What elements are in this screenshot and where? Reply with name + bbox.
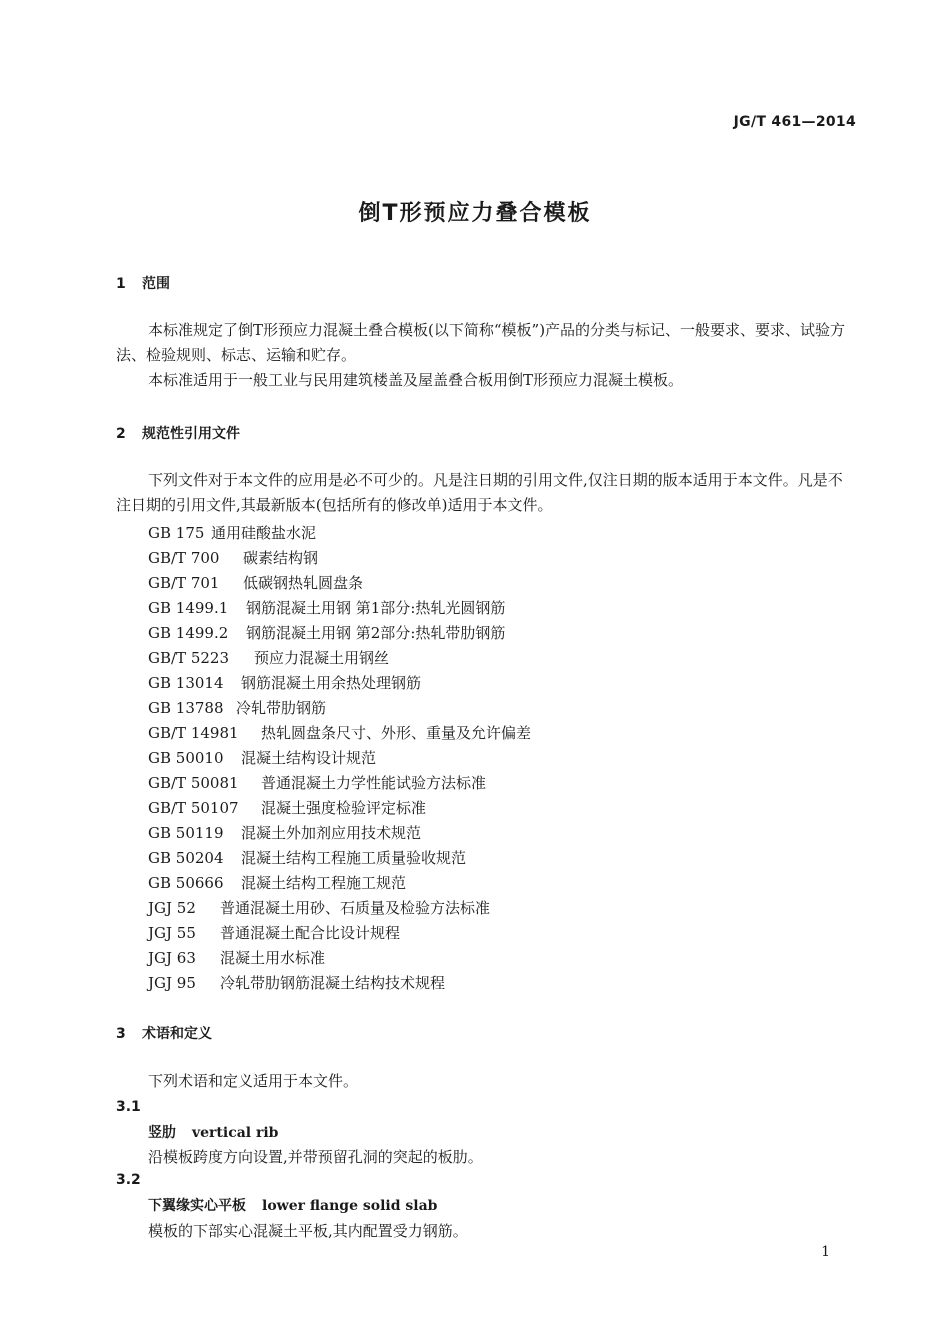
term-definition: 模板的下部实心混凝土平板,其内配置受力钢筋。 <box>148 1222 468 1240</box>
reference-title: 冷轧带肋钢筋混凝土结构技术规程 <box>220 974 446 992</box>
reference-item <box>148 547 318 568</box>
reference-code: GB/T 50081 <box>148 774 239 792</box>
reference-item <box>148 747 376 768</box>
reference-title: 混凝土用水标准 <box>220 949 326 967</box>
reference-item <box>148 947 325 968</box>
reference-title: 通用硅酸盐水泥 <box>211 524 317 542</box>
term-heading <box>148 1195 437 1215</box>
reference-code: GB 175 <box>148 524 205 542</box>
reference-item <box>148 722 531 743</box>
reference-code: GB/T 700 <box>148 549 220 567</box>
reference-code: GB/T 5223 <box>148 649 230 667</box>
reference-title: 钢筋混凝土用钢 第2部分:热轧带肋钢筋 <box>246 624 506 642</box>
section-number: 2 <box>116 426 126 442</box>
term-heading <box>148 1122 278 1142</box>
reference-item <box>148 597 505 618</box>
paragraph: 下列文件对于本文件的应用是必不可少的。凡是注日期的引用文件,仅注日期的版本适用于本文件。凡是不注日期的引用文件,其最新版本(包括所有的修改单)适用于本文件。 <box>116 471 843 514</box>
paragraph: 本标准适用于一般工业与民用建筑楼盖及屋盖叠合板用倒T形预应力混凝土模板。 <box>148 371 684 389</box>
reference-title: 混凝土强度检验评定标准 <box>261 799 427 817</box>
reference-title: 混凝土外加剂应用技术规范 <box>241 824 422 842</box>
reference-code: JGJ 63 <box>148 949 196 967</box>
reference-item <box>148 872 406 893</box>
reference-code: GB 50010 <box>148 749 224 767</box>
reference-title: 普通混凝土用砂、石质量及检验方法标准 <box>220 899 491 917</box>
reference-code: GB 1499.1 <box>148 599 229 617</box>
reference-code: GB/T 14981 <box>148 724 239 742</box>
reference-code: JGJ 52 <box>148 899 196 917</box>
section-title: 规范性引用文件 <box>142 426 240 442</box>
reference-item <box>148 822 421 843</box>
reference-item <box>148 772 486 793</box>
term-number: 3.2 <box>116 1172 141 1188</box>
page-number: 1 <box>821 1244 830 1260</box>
reference-code: GB 50119 <box>148 824 224 842</box>
section-title: 范围 <box>142 276 170 292</box>
reference-title: 钢筋混凝土用余热处理钢筋 <box>241 674 422 692</box>
reference-title: 碳素结构钢 <box>243 549 319 567</box>
reference-title: 混凝土结构工程施工质量验收规范 <box>241 849 467 867</box>
reference-title: 钢筋混凝土用钢 第1部分:热轧光圆钢筋 <box>246 599 506 617</box>
term-en: lower flange solid slab <box>262 1198 438 1214</box>
reference-item <box>148 922 400 943</box>
section-heading-2 <box>116 423 240 443</box>
reference-item <box>148 897 490 918</box>
reference-title: 普通混凝土力学性能试验方法标准 <box>261 774 487 792</box>
reference-code: GB/T 701 <box>148 574 220 592</box>
reference-title: 冷轧带肋钢筋 <box>236 699 327 717</box>
reference-title: 普通混凝土配合比设计规程 <box>220 924 401 942</box>
reference-item <box>148 622 505 643</box>
reference-item <box>148 672 421 693</box>
paragraph: 下列术语和定义适用于本文件。 <box>148 1072 359 1090</box>
reference-code: GB 50204 <box>148 849 224 867</box>
section-number: 3 <box>116 1026 126 1042</box>
term-zh: 下翼缘实心平板 <box>148 1198 246 1214</box>
term-en: vertical rib <box>192 1125 279 1141</box>
reference-code: GB 50666 <box>148 874 224 892</box>
reference-title: 低碳钢热轧圆盘条 <box>243 574 364 592</box>
section-title: 术语和定义 <box>142 1026 212 1042</box>
section-heading-3 <box>116 1023 212 1043</box>
reference-item <box>148 797 426 818</box>
reference-item <box>148 647 389 668</box>
reference-code: JGJ 55 <box>148 924 196 942</box>
term-definition: 沿模板跨度方向设置,并带预留孔洞的突起的板肋。 <box>148 1148 483 1166</box>
reference-code: GB 1499.2 <box>148 624 229 642</box>
reference-item <box>148 522 316 543</box>
reference-title: 热轧圆盘条尺寸、外形、重量及允许偏差 <box>261 724 532 742</box>
reference-code: GB/T 50107 <box>148 799 239 817</box>
reference-code: GB 13788 <box>148 699 224 717</box>
term-number: 3.1 <box>116 1099 141 1115</box>
reference-item <box>148 847 466 868</box>
reference-item <box>148 972 445 993</box>
reference-code: GB 13014 <box>148 674 224 692</box>
reference-code: JGJ 95 <box>148 974 196 992</box>
reference-item <box>148 697 326 718</box>
term-zh: 竖肋 <box>148 1125 176 1141</box>
standard-code: JG/T 461—2014 <box>733 114 856 130</box>
section-heading-1 <box>116 273 170 293</box>
reference-title: 混凝土结构工程施工规范 <box>241 874 407 892</box>
document-title: 倒T形预应力叠合模板 <box>358 201 592 226</box>
reference-title: 预应力混凝土用钢丝 <box>254 649 390 667</box>
paragraph: 本标准规定了倒T形预应力混凝土叠合模板(以下简称“模板”)产品的分类与标记、一般要求、要求、试验方法、检验规则、标志、运输和贮存。 <box>116 321 846 364</box>
reference-title: 混凝土结构设计规范 <box>241 749 377 767</box>
reference-item <box>148 572 363 593</box>
section-number: 1 <box>116 276 126 292</box>
